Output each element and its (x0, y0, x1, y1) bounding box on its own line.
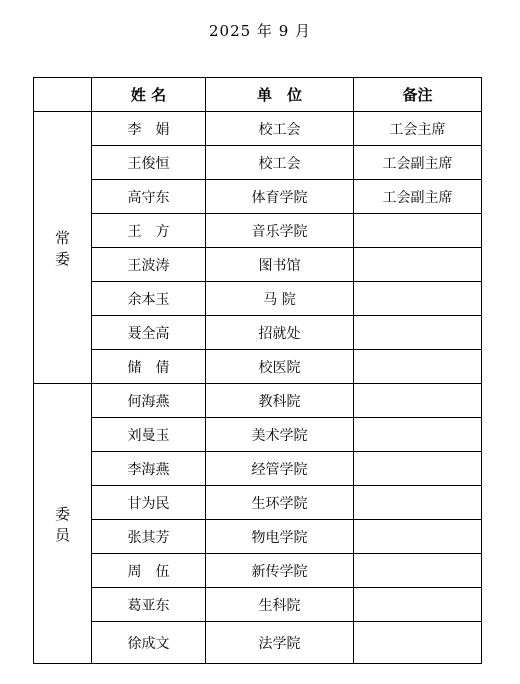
table-row (34, 384, 482, 418)
group-label-char: 员 (54, 525, 70, 544)
table-row (34, 350, 482, 384)
member-name: 周 伍 (92, 554, 206, 588)
header-row (34, 78, 482, 112)
member-unit: 校工会 (206, 112, 354, 146)
member-name: 刘曼玉 (92, 418, 206, 452)
member-note (354, 520, 482, 554)
table-row (34, 486, 482, 520)
member-note (354, 452, 482, 486)
table-row (34, 452, 482, 486)
member-note (354, 316, 482, 350)
member-note (354, 554, 482, 588)
member-name: 聂全高 (92, 316, 206, 350)
member-name: 张其芳 (92, 520, 206, 554)
group-label-char: 委 (54, 249, 70, 268)
table-row (34, 622, 482, 664)
member-name: 甘为民 (92, 486, 206, 520)
member-unit: 校医院 (206, 350, 354, 384)
table-row (34, 180, 482, 214)
member-note (354, 214, 482, 248)
table-row (34, 588, 482, 622)
member-unit: 教科院 (206, 384, 354, 418)
unit-column-header: 单 位 (206, 78, 354, 112)
member-table (33, 77, 482, 664)
member-name: 李 娟 (92, 112, 206, 146)
member-name: 余本玉 (92, 282, 206, 316)
member-note (354, 622, 482, 664)
member-unit: 新传学院 (206, 554, 354, 588)
document-date: 2025 年 9 月 (208, 22, 312, 40)
name-column-header: 姓 名 (92, 78, 206, 112)
member-name: 何海燕 (92, 384, 206, 418)
member-note (354, 384, 482, 418)
group-label-char: 委 (54, 504, 70, 523)
member-unit: 体育学院 (206, 180, 354, 214)
member-note: 工会主席 (354, 112, 482, 146)
member-unit: 图书馆 (206, 248, 354, 282)
note-column-header: 备注 (354, 78, 482, 112)
member-note (354, 486, 482, 520)
table-row (34, 418, 482, 452)
table-row (34, 520, 482, 554)
table-row (34, 554, 482, 588)
member-note (354, 588, 482, 622)
table-row (34, 248, 482, 282)
member-name: 高守东 (92, 180, 206, 214)
member-name: 储 倩 (92, 350, 206, 384)
member-table-body (34, 112, 482, 664)
member-note: 工会副主席 (354, 180, 482, 214)
group-label-cell (34, 112, 92, 384)
table-row (34, 146, 482, 180)
member-unit: 招就处 (206, 316, 354, 350)
member-note (354, 418, 482, 452)
member-unit: 校工会 (206, 146, 354, 180)
member-note (354, 350, 482, 384)
member-note: 工会副主席 (354, 146, 482, 180)
member-name: 王 方 (92, 214, 206, 248)
group-label-char: 常 (54, 228, 70, 247)
group-label-cell (34, 384, 92, 664)
member-name: 李海燕 (92, 452, 206, 486)
member-unit: 生科院 (206, 588, 354, 622)
member-unit: 物电学院 (206, 520, 354, 554)
member-unit: 经管学院 (206, 452, 354, 486)
table-row (34, 316, 482, 350)
group-column-header (34, 78, 92, 112)
member-name: 徐成文 (92, 622, 206, 664)
member-name: 王俊恒 (92, 146, 206, 180)
member-unit: 美术学院 (206, 418, 354, 452)
member-unit: 法学院 (206, 622, 354, 664)
table-row (34, 112, 482, 146)
table-row (34, 282, 482, 316)
member-note (354, 282, 482, 316)
member-name: 葛亚东 (92, 588, 206, 622)
member-note (354, 248, 482, 282)
member-unit: 生环学院 (206, 486, 354, 520)
table-row (34, 214, 482, 248)
member-unit: 音乐学院 (206, 214, 354, 248)
member-unit: 马 院 (206, 282, 354, 316)
member-name: 王波涛 (92, 248, 206, 282)
